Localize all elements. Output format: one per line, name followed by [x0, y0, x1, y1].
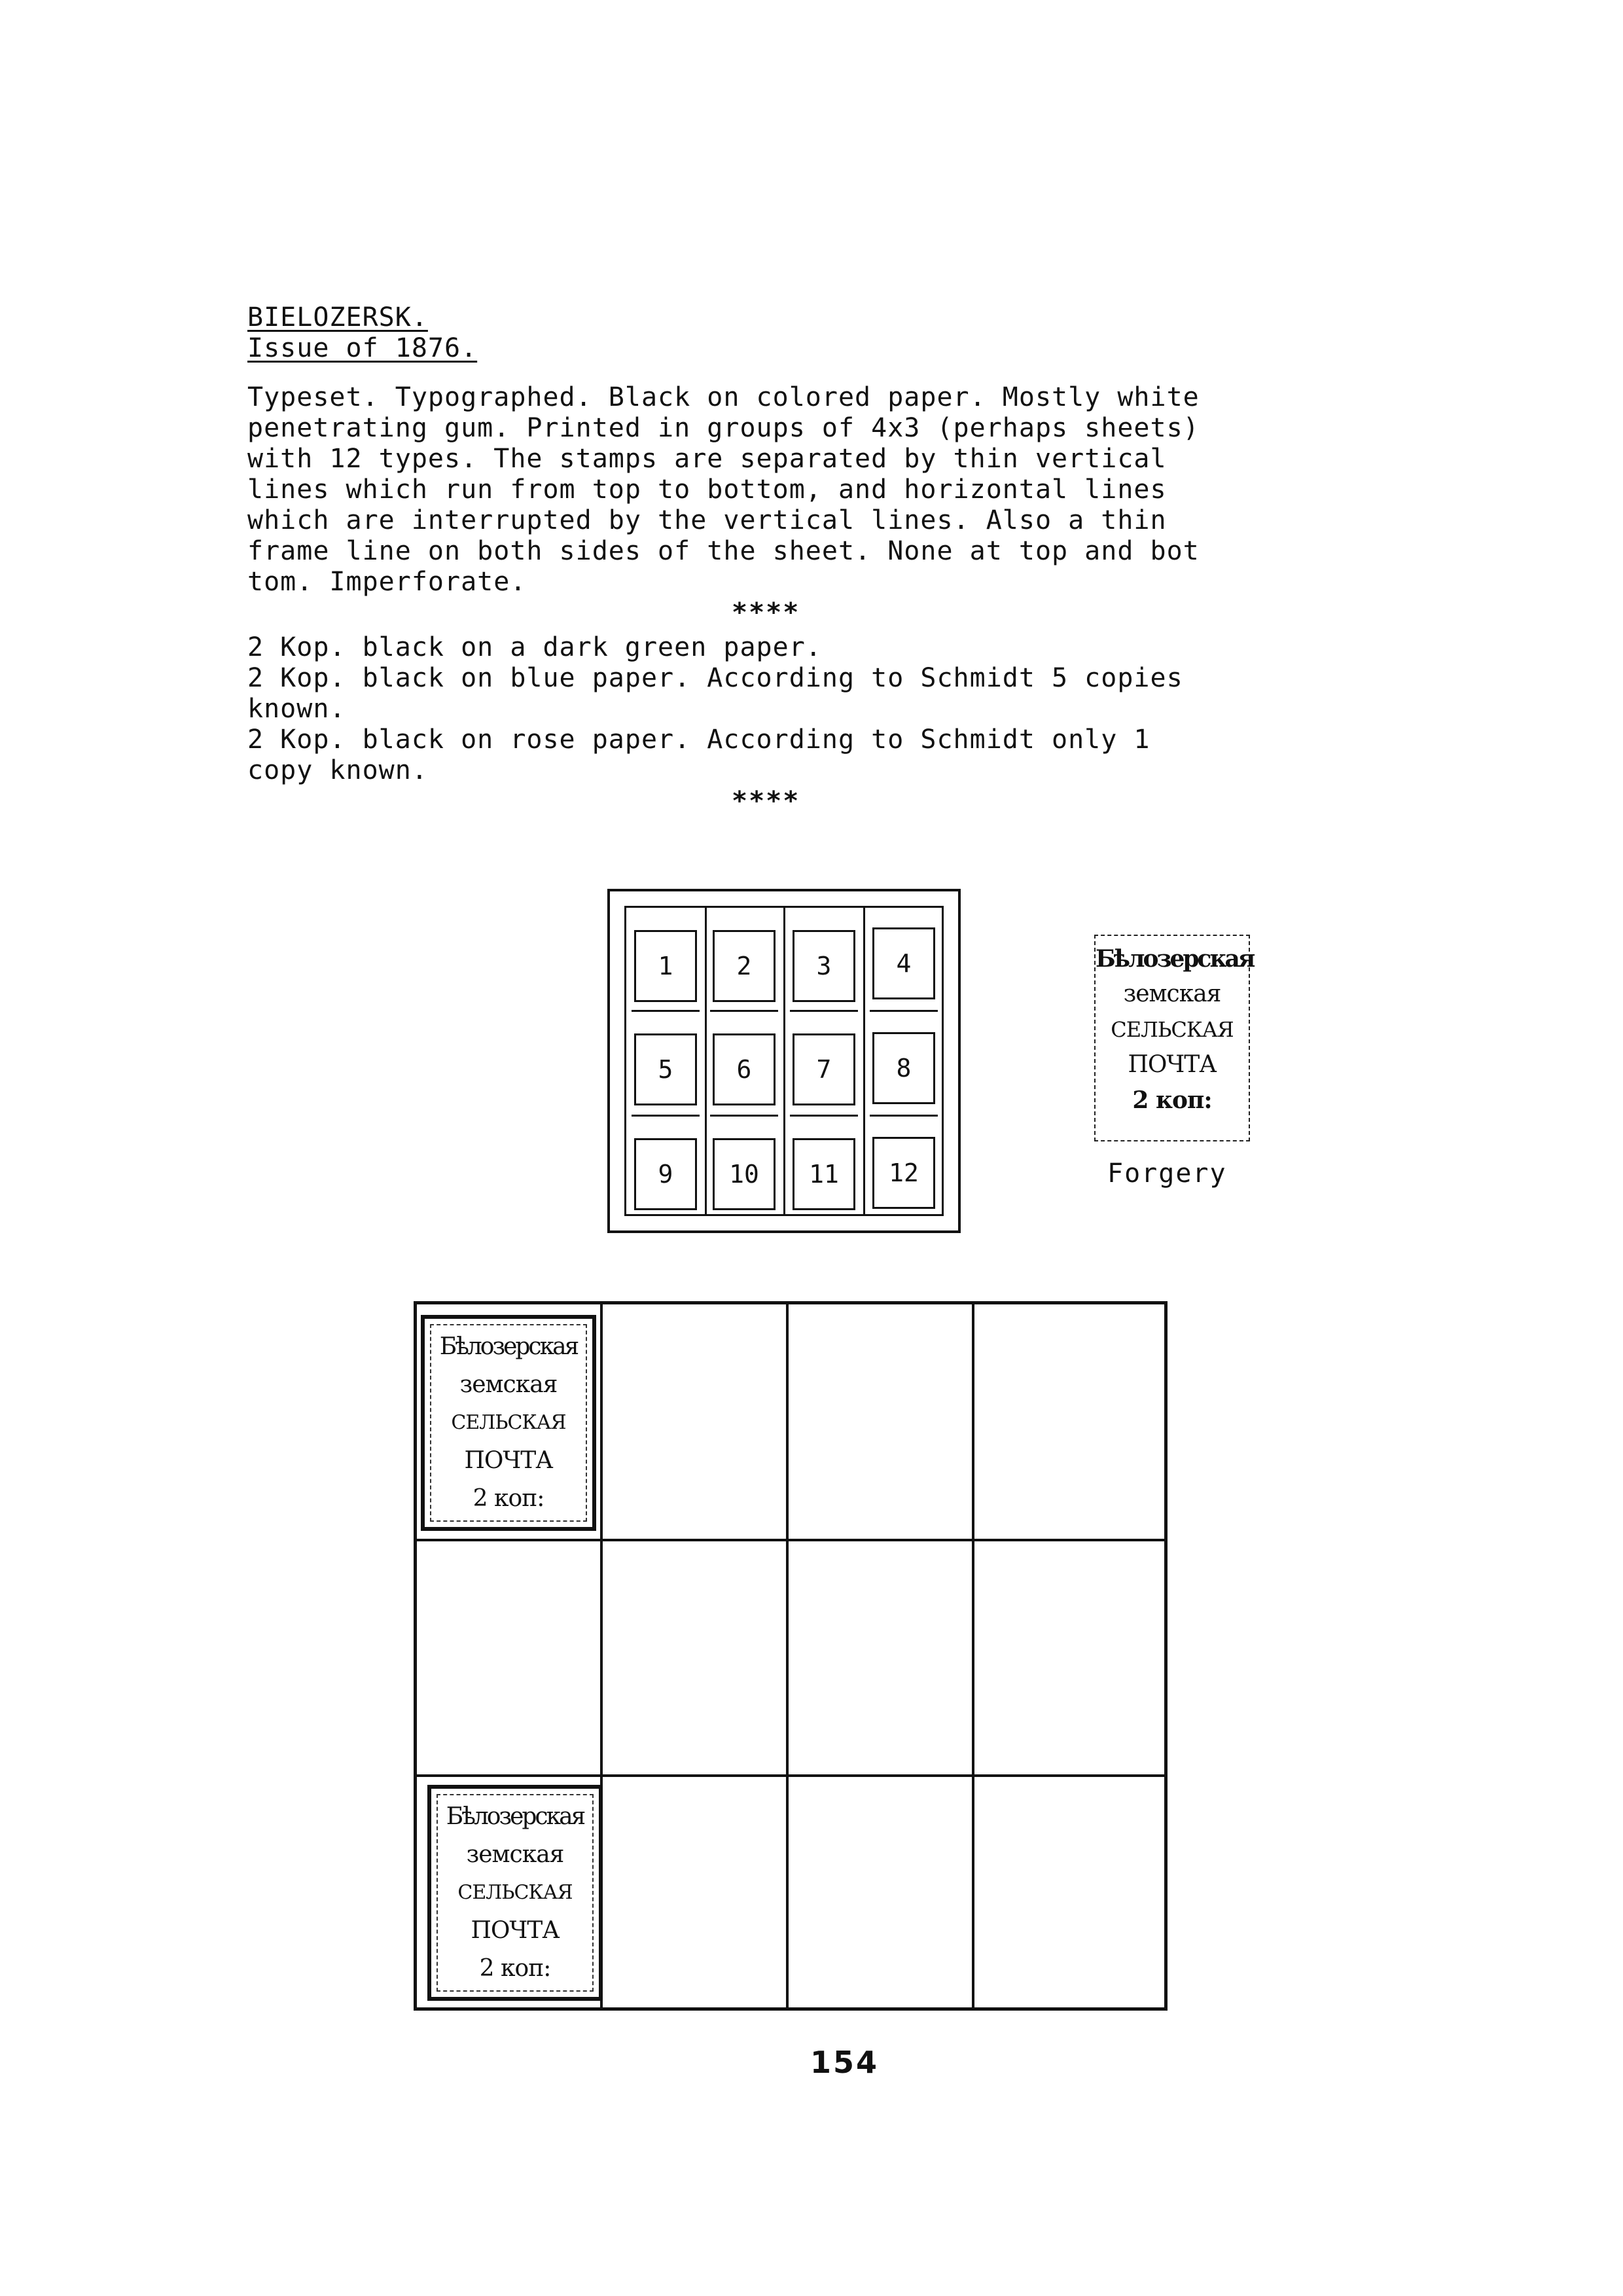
title-text: BIELOZERSK. [247, 302, 428, 332]
variety-item-1: 2 Kop. black on a dark green paper. [247, 632, 822, 662]
stamp-line: СЕЛЬСКАЯ [451, 1411, 566, 1434]
description-paragraph: Typeset. Typographed. Black on colored paper. Mostly white penetrating gum. Printed in groups of 4x3 (perhaps sheets) with 12 types. The stamps are separated by thin vertical lines which run from top to bottom, and horizontal lines which are interrupted by the vertical lines. Also a thin frame line on both sides of the sheet. None at top and bot tom. Imperforate. [247, 382, 1200, 597]
sheet-cell: 5 [634, 1033, 697, 1105]
block-divider-horizontal [417, 1539, 1164, 1541]
sheet-divider-vertical [783, 908, 785, 1214]
stamp-line: земская [1123, 980, 1221, 1007]
variety-item-2: 2 Kop. black on blue paper. According to Schmidt 5 copies known. [247, 663, 1183, 724]
sheet-divider-horizontal [870, 1115, 938, 1117]
stamp-line: земская [459, 1371, 558, 1398]
stamp-line: ПОЧТА [1128, 1051, 1217, 1078]
stamp-line: Бѣлозерская [1096, 945, 1254, 973]
sheet-divider-horizontal [790, 1115, 858, 1117]
sheet-divider-horizontal [870, 1010, 938, 1012]
separator-2: **** [732, 786, 800, 816]
sheet-divider-horizontal [632, 1010, 700, 1012]
variety-item-3: 2 Kop. black on rose paper. According to Schmidt only 1 copy known. [247, 725, 1150, 785]
block-divider-horizontal [417, 1774, 1164, 1777]
sheet-cell: 9 [634, 1138, 697, 1210]
block-divider-vertical [786, 1304, 789, 2007]
block-stamp-bottom-left [427, 1785, 603, 2001]
sheet-divider-vertical [863, 908, 865, 1214]
sheet-divider-vertical [705, 908, 707, 1214]
sheet-divider-horizontal [710, 1115, 778, 1117]
stamp-line: СЕЛЬСКАЯ [457, 1881, 573, 1904]
stamp-line: 2 коп: [479, 1955, 551, 1982]
sheet-frame [624, 906, 944, 1216]
sheet-cell: 10 [713, 1138, 776, 1210]
block-divider-vertical [972, 1304, 974, 2007]
stamp-line: 2 коп: [473, 1485, 544, 1512]
stamp-line: ПОЧТА [471, 1917, 560, 1944]
section-title [247, 302, 1321, 333]
forgery-stamp [1094, 935, 1254, 1141]
sheet-cell: 3 [793, 930, 855, 1002]
sheet-cell: 8 [872, 1032, 935, 1104]
page-number: 154 [810, 2045, 880, 2080]
sheet-cell: 6 [713, 1033, 776, 1105]
sheet-cell: 12 [872, 1137, 935, 1209]
stamp-block-grid [414, 1301, 1168, 2011]
stamp-line: 2 коп: [1132, 1086, 1212, 1114]
spacer [247, 364, 1321, 382]
separator-1: **** [732, 598, 800, 628]
sheet-divider-horizontal [710, 1010, 778, 1012]
issue-line: Issue of 1876. [247, 333, 478, 363]
sheet-layout-diagram [607, 889, 961, 1233]
stamp-line: СЕЛЬСКАЯ [1111, 1017, 1234, 1042]
sheet-divider-horizontal [790, 1010, 858, 1012]
sheet-cell: 11 [793, 1138, 855, 1210]
sheet-divider-horizontal [632, 1115, 700, 1117]
sheet-cell: 7 [793, 1033, 855, 1105]
stamp-line: Бѣлозерская [439, 1333, 578, 1360]
stamp-line: Бѣлозерская [446, 1803, 584, 1830]
sheet-cell: 2 [713, 930, 776, 1002]
stamp-line: ПОЧТА [464, 1447, 553, 1474]
forgery-caption: Forgery [1107, 1158, 1227, 1189]
stamp-line: земская [466, 1841, 564, 1868]
text-block [247, 302, 1321, 817]
block-stamp-top-left [421, 1315, 596, 1531]
sheet-cell: 1 [634, 930, 697, 1002]
sheet-cell: 4 [872, 927, 935, 999]
